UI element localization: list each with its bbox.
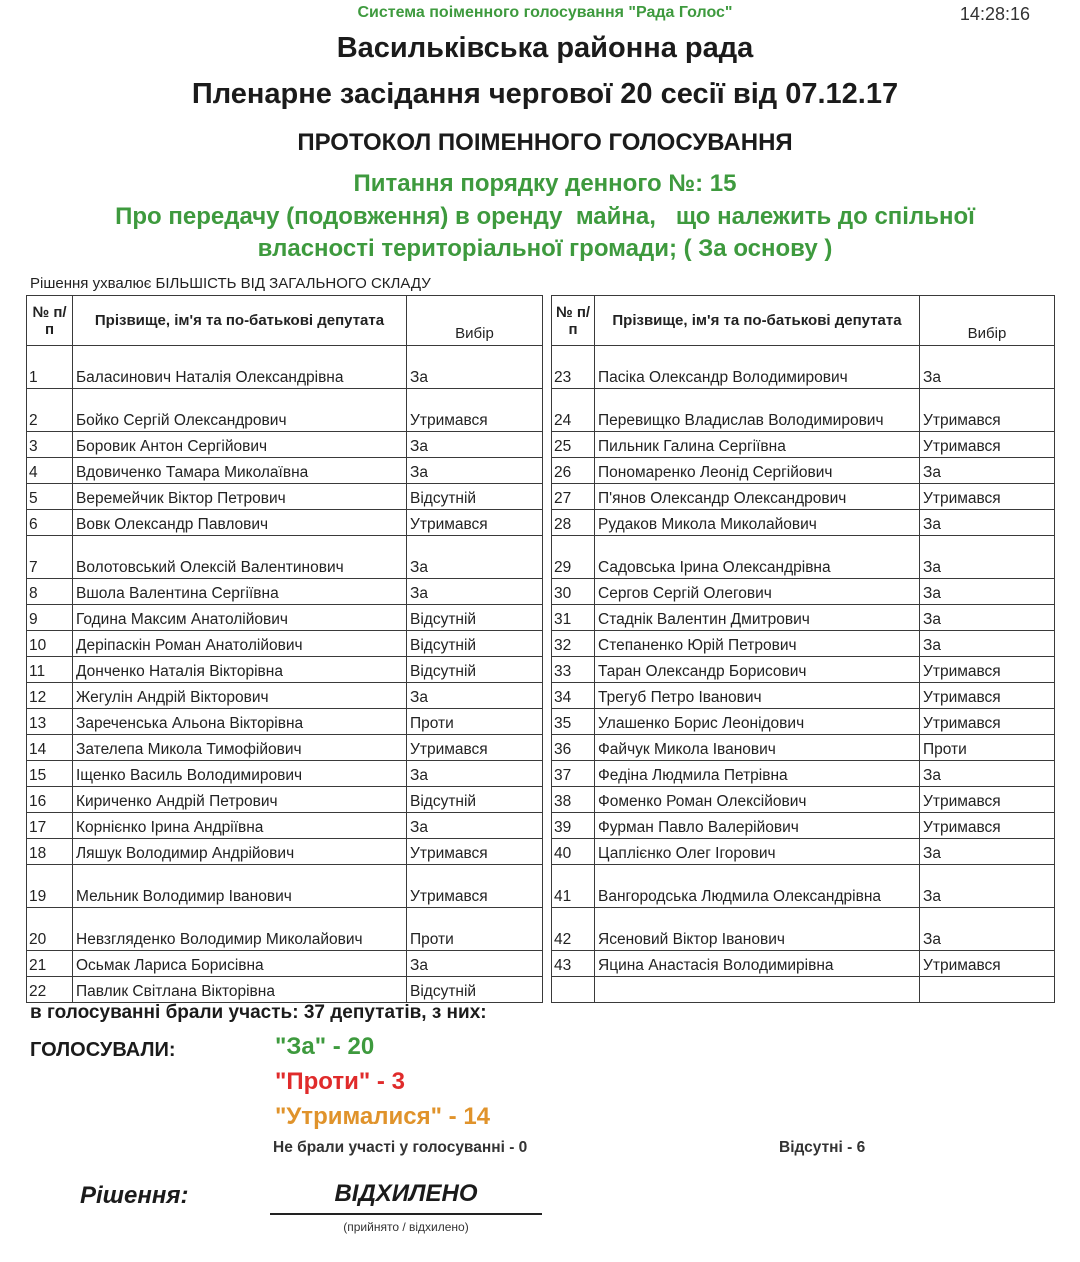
- votes-table-left: [26, 295, 543, 1003]
- deputy-name: Донченко Наталія Вікторівна: [73, 657, 407, 683]
- deputy-vote: За: [920, 605, 1055, 631]
- deputy-number: 34: [552, 683, 595, 709]
- deputy-vote: За: [407, 683, 543, 709]
- deputy-number: 10: [27, 631, 73, 657]
- absent-count: Відсутні - 6: [779, 1139, 866, 1156]
- deputy-number: 37: [552, 761, 595, 787]
- deputy-number: 26: [552, 458, 595, 484]
- deputy-name: Вшола Валентина Сергіївна: [73, 579, 407, 605]
- table-row: [552, 908, 1055, 951]
- deputy-name: Перевищко Владислав Володимирович: [595, 389, 920, 432]
- deputy-name: Федіна Людмила Петрівна: [595, 761, 920, 787]
- deputy-name: Вангородська Людмила Олександрівна: [595, 865, 920, 908]
- deputy-vote: Відсутній: [407, 787, 543, 813]
- table-row: [27, 579, 543, 605]
- deputy-number: 1: [27, 346, 73, 389]
- deputy-name: Стаднік Валентин Дмитрович: [595, 605, 920, 631]
- deputy-name: Улашенко Борис Леонідович: [595, 709, 920, 735]
- deputy-number: 12: [27, 683, 73, 709]
- protocol-title: ПРОТОКОЛ ПОІМЕННОГО ГОЛОСУВАННЯ: [297, 129, 793, 156]
- table-row: [27, 683, 543, 709]
- table-row: [552, 510, 1055, 536]
- table-header-row: [552, 296, 1055, 346]
- table-row: [27, 536, 543, 579]
- deputy-number: 40: [552, 839, 595, 865]
- table-row: [552, 951, 1055, 977]
- deputy-vote: За: [407, 346, 543, 389]
- deputy-vote: За: [920, 536, 1055, 579]
- header-num: № п/п: [27, 296, 73, 346]
- table-row: [27, 389, 543, 432]
- deputy-name: Бойко Сергій Олександрович: [73, 389, 407, 432]
- deputy-name: Зателепа Микола Тимофійович: [73, 735, 407, 761]
- table-row: [552, 458, 1055, 484]
- deputy-number: 21: [27, 951, 73, 977]
- table-row: [27, 839, 543, 865]
- table-row: [27, 951, 543, 977]
- deputy-number: 25: [552, 432, 595, 458]
- deputy-number: 7: [27, 536, 73, 579]
- deputy-vote: Утримався: [407, 389, 543, 432]
- deputy-name: Цаплієнко Олег Ігорович: [595, 839, 920, 865]
- deputy-name: П'янов Олександр Олександрович: [595, 484, 920, 510]
- deputy-vote: Утримався: [407, 735, 543, 761]
- table-row: [27, 657, 543, 683]
- deputy-number: 27: [552, 484, 595, 510]
- table-row: [552, 787, 1055, 813]
- table-row: [552, 432, 1055, 458]
- deputy-name: Мельник Володимир Іванович: [73, 865, 407, 908]
- table-row: [552, 389, 1055, 432]
- agenda-item: Питання порядку денного №: 15: [353, 170, 737, 197]
- deputy-vote: Проти: [920, 735, 1055, 761]
- header-name: Прізвище, ім'я та по-батькові депутата: [595, 296, 920, 346]
- table-row: [27, 865, 543, 908]
- deputy-name: Рудаков Микола Миколайович: [595, 510, 920, 536]
- table-row: [552, 484, 1055, 510]
- deputy-name: Баласинович Наталія Олександрівна: [73, 346, 407, 389]
- deputy-vote: За: [920, 346, 1055, 389]
- deputy-number: 2: [27, 389, 73, 432]
- deputy-vote: Утримався: [920, 657, 1055, 683]
- table-row: [27, 631, 543, 657]
- deputy-number: 9: [27, 605, 73, 631]
- deputy-number: 41: [552, 865, 595, 908]
- deputy-name: Боровик Антон Сергійович: [73, 432, 407, 458]
- deputy-name: Степаненко Юрій Петрович: [595, 631, 920, 657]
- deputy-number: 14: [27, 735, 73, 761]
- deputy-name: Вовк Олександр Павлович: [73, 510, 407, 536]
- table-row: [552, 579, 1055, 605]
- deputy-number: 19: [27, 865, 73, 908]
- table-row: [27, 735, 543, 761]
- deputy-vote: За: [407, 579, 543, 605]
- deputy-name: Трегуб Петро Іванович: [595, 683, 920, 709]
- deputy-name: Фоменко Роман Олексійович: [595, 787, 920, 813]
- deputy-vote: Утримався: [407, 839, 543, 865]
- decision-hint: (прийнято / відхилено): [343, 1220, 469, 1234]
- table-row: [27, 605, 543, 631]
- table-row: [552, 346, 1055, 389]
- deputy-number: 43: [552, 951, 595, 977]
- deputy-vote: Проти: [407, 709, 543, 735]
- deputy-vote: Відсутній: [407, 657, 543, 683]
- deputy-number: 24: [552, 389, 595, 432]
- deputy-name: [595, 977, 920, 1003]
- deputy-vote: За: [920, 908, 1055, 951]
- deputy-vote: Утримався: [920, 683, 1055, 709]
- deputy-vote: Проти: [407, 908, 543, 951]
- session-title: Пленарне засідання чергової 20 сесії від 07.12.17: [191, 78, 899, 110]
- decision-value: ВІДХИЛЕНО: [334, 1180, 478, 1207]
- deputy-number: 18: [27, 839, 73, 865]
- deputy-vote: За: [920, 761, 1055, 787]
- deputy-name: Фурман Павло Валерійович: [595, 813, 920, 839]
- deputy-number: 31: [552, 605, 595, 631]
- deputy-number: 30: [552, 579, 595, 605]
- table-row: [27, 432, 543, 458]
- deputy-name: Вдовиченко Тамара Миколаївна: [73, 458, 407, 484]
- deputy-number: 35: [552, 709, 595, 735]
- deputy-name: Ясеновий Віктор Іванович: [595, 908, 920, 951]
- table-row: [552, 865, 1055, 908]
- table-row: [552, 657, 1055, 683]
- votes-abstained: "Утрималися" - 14: [275, 1103, 491, 1130]
- decision-underline: [270, 1213, 542, 1215]
- deputy-name: Пильник Галина Сергіївна: [595, 432, 920, 458]
- not-participated: Не брали участі у голосуванні - 0: [273, 1139, 528, 1156]
- table-row: [552, 536, 1055, 579]
- table-row: [552, 813, 1055, 839]
- table-header-row: [27, 296, 543, 346]
- table-row: [552, 709, 1055, 735]
- deputy-name: Корнієнко Ірина Андріївна: [73, 813, 407, 839]
- header-vote: Вибір: [407, 296, 543, 346]
- table-row: [27, 813, 543, 839]
- deputy-number: 39: [552, 813, 595, 839]
- deputy-number: 4: [27, 458, 73, 484]
- deputy-name: Деріпаскін Роман Анатолійович: [73, 631, 407, 657]
- votes-against: "Проти" - 3: [275, 1068, 405, 1095]
- table-row: [27, 709, 543, 735]
- deputy-number: 20: [27, 908, 73, 951]
- council-title: Васильківська районна рада: [336, 32, 754, 64]
- question-text-line1: Про передачу (подовження) в оренду майна, що належить до спільної: [115, 203, 975, 230]
- table-row: [27, 346, 543, 389]
- deputy-vote: Відсутній: [407, 631, 543, 657]
- deputy-number: 5: [27, 484, 73, 510]
- deputy-name: Таран Олександр Борисович: [595, 657, 920, 683]
- deputy-number: 42: [552, 908, 595, 951]
- deputy-vote: За: [407, 536, 543, 579]
- table-row: [552, 631, 1055, 657]
- table-row: [552, 683, 1055, 709]
- deputy-vote: За: [407, 951, 543, 977]
- deputy-name: Сергов Сергій Олегович: [595, 579, 920, 605]
- table-row: [552, 977, 1055, 1003]
- deputy-name: Іщенко Василь Володимирович: [73, 761, 407, 787]
- deputy-name: Ляшук Володимир Андрійович: [73, 839, 407, 865]
- deputy-vote: Утримався: [407, 510, 543, 536]
- deputy-number: 22: [27, 977, 73, 1003]
- deputy-number: 15: [27, 761, 73, 787]
- deputy-vote: Утримався: [920, 951, 1055, 977]
- deputy-number: 29: [552, 536, 595, 579]
- table-row: [552, 761, 1055, 787]
- deputy-vote: Відсутній: [407, 484, 543, 510]
- table-row: [27, 977, 543, 1003]
- deputy-number: 32: [552, 631, 595, 657]
- deputy-vote: За: [407, 458, 543, 484]
- table-row: [27, 787, 543, 813]
- deputy-name: Зареченська Альона Вікторівна: [73, 709, 407, 735]
- question-text: [0, 201, 1080, 265]
- deputy-number: 36: [552, 735, 595, 761]
- deputy-name: Кириченко Андрій Петрович: [73, 787, 407, 813]
- deputy-vote: За: [407, 432, 543, 458]
- deputy-vote: Утримався: [920, 432, 1055, 458]
- header-num: № п/п: [552, 296, 595, 346]
- deputy-number: 17: [27, 813, 73, 839]
- deputy-vote: Утримався: [920, 813, 1055, 839]
- deputy-name: Веремейчик Віктор Петрович: [73, 484, 407, 510]
- votes-table-right: [551, 295, 1055, 1003]
- deputy-vote: Утримався: [920, 389, 1055, 432]
- deputy-vote: За: [920, 631, 1055, 657]
- header-name: Прізвище, ім'я та по-батькові депутата: [73, 296, 407, 346]
- deputy-name: Пономаренко Леонід Сергійович: [595, 458, 920, 484]
- deputy-number: 3: [27, 432, 73, 458]
- deputy-name: Осьмак Лариса Борисівна: [73, 951, 407, 977]
- deputy-number: [552, 977, 595, 1003]
- deputy-vote: Відсутній: [407, 605, 543, 631]
- deputy-name: Невзгляденко Володимир Миколайович: [73, 908, 407, 951]
- deputy-name: Павлик Світлана Вікторівна: [73, 977, 407, 1003]
- decision-rule: Рішення ухвалює БІЛЬШІСТЬ ВІД ЗАГАЛЬНОГО СКЛАДУ: [30, 275, 431, 292]
- deputy-name: Жегулін Андрій Вікторович: [73, 683, 407, 709]
- deputy-name: Волотовський Олексій Валентинович: [73, 536, 407, 579]
- deputy-vote: За: [920, 458, 1055, 484]
- deputy-number: 23: [552, 346, 595, 389]
- deputy-name: Файчук Микола Іванович: [595, 735, 920, 761]
- table-row: [552, 605, 1055, 631]
- deputy-vote: Утримався: [920, 787, 1055, 813]
- table-row: [27, 510, 543, 536]
- deputy-number: 38: [552, 787, 595, 813]
- header-vote: Вибір: [920, 296, 1055, 346]
- deputy-vote: За: [407, 761, 543, 787]
- deputy-number: 16: [27, 787, 73, 813]
- deputy-vote: Утримався: [920, 484, 1055, 510]
- deputy-vote: За: [920, 510, 1055, 536]
- deputy-number: 28: [552, 510, 595, 536]
- deputy-name: Садовська Ірина Олександрівна: [595, 536, 920, 579]
- deputy-name: Яцина Анастасія Володимирівна: [595, 951, 920, 977]
- deputy-number: 8: [27, 579, 73, 605]
- deputy-vote: За: [407, 813, 543, 839]
- deputy-number: 11: [27, 657, 73, 683]
- decision-label: Рішення:: [80, 1182, 189, 1209]
- system-name: Система поіменного голосування "Рада Голос": [357, 4, 733, 21]
- deputy-name: Година Максим Анатолійович: [73, 605, 407, 631]
- table-row: [27, 484, 543, 510]
- table-row: [27, 761, 543, 787]
- participation-summary: в голосуванні брали участь: 37 депутатів, з них:: [30, 1002, 487, 1023]
- question-text-line2: власності територіальної громади; ( За основу ): [257, 235, 833, 262]
- deputy-vote: [920, 977, 1055, 1003]
- voted-label: ГОЛОСУВАЛИ:: [30, 1039, 176, 1061]
- deputy-vote: Утримався: [920, 709, 1055, 735]
- deputy-vote: За: [920, 865, 1055, 908]
- deputy-vote: Утримався: [407, 865, 543, 908]
- deputy-number: 6: [27, 510, 73, 536]
- deputy-name: Пасіка Олександр Володимирович: [595, 346, 920, 389]
- deputy-vote: За: [920, 579, 1055, 605]
- deputy-number: 33: [552, 657, 595, 683]
- table-row: [27, 908, 543, 951]
- deputy-vote: Відсутній: [407, 977, 543, 1003]
- print-time: 14:28:16: [959, 4, 1030, 24]
- deputy-number: 13: [27, 709, 73, 735]
- votes-for: "За" - 20: [275, 1033, 375, 1060]
- table-row: [27, 458, 543, 484]
- deputy-vote: За: [920, 839, 1055, 865]
- table-row: [552, 839, 1055, 865]
- table-row: [552, 735, 1055, 761]
